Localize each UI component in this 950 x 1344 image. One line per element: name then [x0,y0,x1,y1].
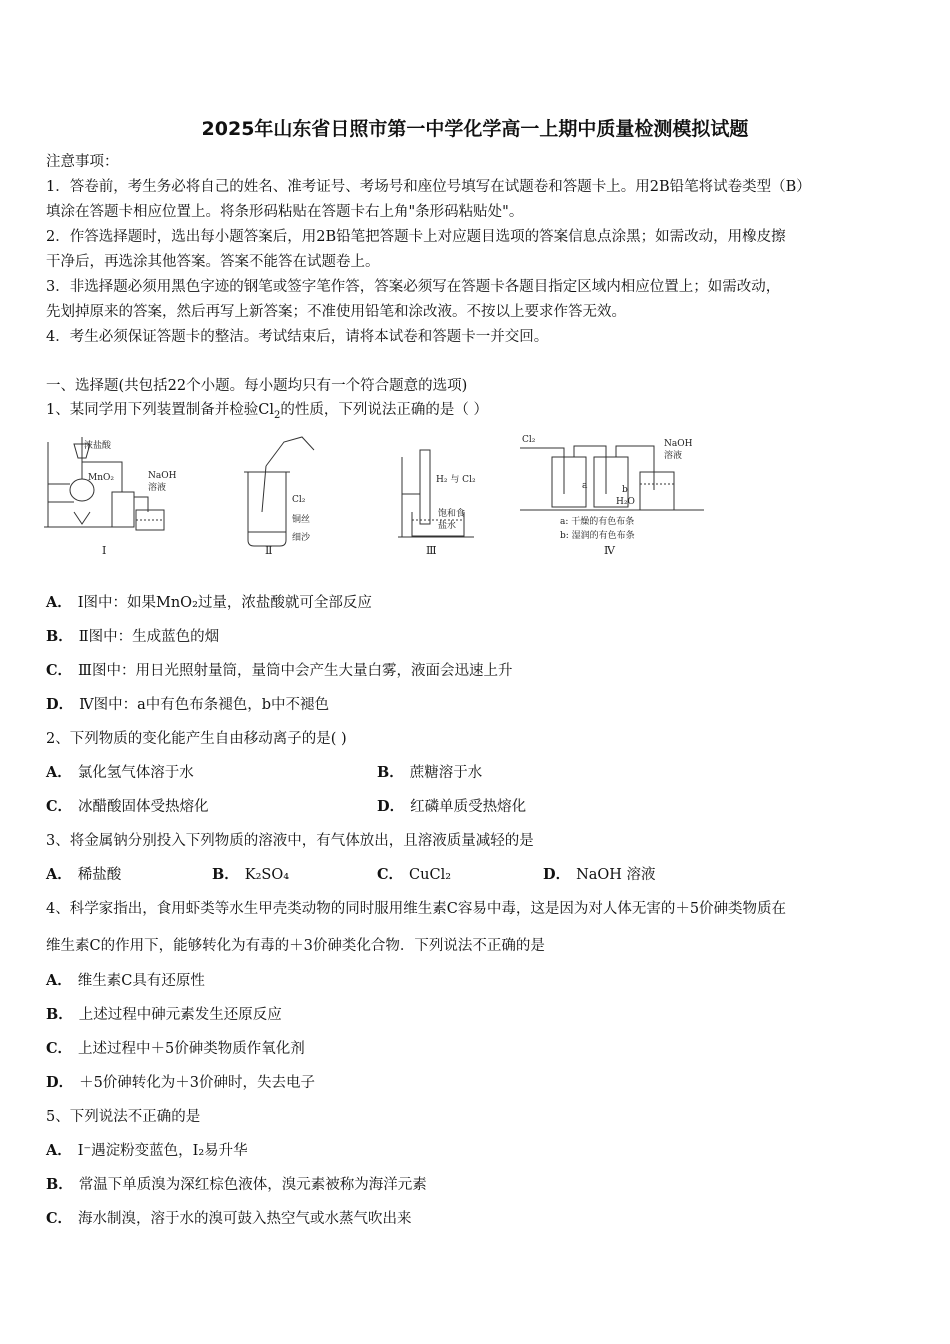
q3-stem: 3、将金属钠分别投入下列物质的溶液中，有气体放出，且溶液质量减轻的是 [46,833,534,849]
q2-option-d: D． 红磷单质受热熔化 [377,798,527,815]
notice-line: 干净后，再选涂其他答案。答案不能答在试题卷上。 [46,254,380,270]
q3-option-b: B． K₂SO₄ [212,866,290,883]
label-dry-strip: a: 干燥的有色布条 [560,517,635,527]
notice-line: 1．答卷前，考生务必将自己的姓名、准考证号、考场号和座位号填写在试题卷和答题卡上。用2B铅笔将试卷类型（B） [46,179,811,195]
q5-stem: 5、下列说法不正确的是 [46,1109,201,1125]
q2-option-c: C． 冰醋酸固体受热熔化 [46,798,209,815]
caption-4: Ⅳ [604,544,615,557]
q1-option-c: C． Ⅲ图中：用日光照射量筒，量筒中会产生大量白雾，液面会迅速上升 [46,662,513,679]
label-saturated: 饱和食 [438,509,466,519]
q2-stem: 2、下列物质的变化能产生自由移动离子的是( ) [46,731,347,747]
label-mno2: MnO₂ [88,473,114,483]
caption-1: Ⅰ [102,544,107,557]
q2-option-b: B． 蔗糖溶于水 [377,764,483,781]
label-a: a [582,481,588,491]
notice-line: 填涂在答题卡相应位置上。将条形码粘贴在答题卡右上角"条形码粘贴处"。 [46,204,524,220]
q1-option-b: B． Ⅱ图中：生成蓝色的烟 [46,628,220,645]
label-copper-wire: 铜丝 [292,515,311,525]
q3-option-c: C． CuCl₂ [377,866,452,883]
q1-option-a: A． Ⅰ图中：如果MnO₂过量，浓盐酸就可全部反应 [46,594,372,611]
apparatus-2 [244,437,314,557]
q4-stem-line2: 维生素C的作用下，能够转化为有毒的＋3价砷类化合物．下列说法不正确的是 [46,938,545,954]
page-title: 2025年山东省日照市第一中学化学高一上期中质量检测模拟试题 [201,118,749,140]
notice-line: 2．作答选择题时，选出每小题答案后，用2B铅笔把答题卡上对应题目选项的答案信息点涂黑；如需改动，用橡皮擦 [46,229,786,245]
apparatus-4 [520,435,704,557]
apparatus-1 [44,437,177,557]
label-h2o: H₂O [616,497,635,507]
notice-heading: 注意事项： [46,154,119,170]
label-b: b [622,485,628,495]
q3-option-a: A． 稀盐酸 [46,866,122,883]
q1-option-d: D． Ⅳ图中：a中有色布条褪色，b中不褪色 [46,696,329,713]
notice-line: 先划掉原来的答案，然后再写上新答案；不准使用铅笔和涂改液。不按以上要求作答无效。 [46,304,626,320]
caption-3: Ⅲ [426,544,437,557]
caption-2: Ⅱ [265,544,273,557]
apparatus-figure [44,432,714,562]
q4-option-b: B． 上述过程中砷元素发生还原反应 [46,1006,282,1023]
q1-stem: 1、某同学用下列装置制备并检验$Cl_2$的性质，下列说法正确的是（ ） [46,402,488,421]
label-naoh-iv: NaOH [664,439,693,449]
label-cl2: Cl₂ [292,495,306,505]
label-h2-cl2: H₂ 与 Cl₂ [436,475,476,485]
label-brine: 盐水 [438,521,457,531]
label-solution-iv: 溶液 [664,451,683,461]
label-naoh: NaOH [148,471,177,481]
q4-option-a: A． 维生素C具有还原性 [46,972,205,989]
q2-option-a: A． 氯化氢气体溶于水 [46,764,194,781]
label-solution: 溶液 [148,483,167,493]
q5-option-a: A． I⁻遇淀粉变蓝色，I₂易升华 [46,1142,248,1159]
label-cl2-iv: Cl₂ [522,435,536,445]
q3-option-d: D． NaOH 溶液 [543,866,656,883]
section-heading: 一、选择题(共包括22个小题。每小题均只有一个符合题意的选项) [46,378,468,394]
q4-option-d: D． ＋5价砷转化为＋3价砷时，失去电子 [46,1074,316,1091]
notice-line: 3．非选择题必须用黑色字迹的钢笔或签字笔作答，答案必须写在答题卡各题目指定区域内相应位置上；如需改动， [46,279,781,295]
label-wet-strip: b: 湿润的有色布条 [560,531,635,541]
q4-option-c: C． 上述过程中＋5价砷类物质作氧化剂 [46,1040,305,1057]
label-conc-hcl: 浓盐酸 [84,441,112,451]
q5-option-c: C． 海水制溴，溶于水的溴可鼓入热空气或水蒸气吹出来 [46,1210,412,1227]
apparatus-3 [398,450,476,557]
q5-option-b: B． 常温下单质溴为深红棕色液体，溴元素被称为海洋元素 [46,1176,427,1193]
notice-line: 4．考生必须保证答题卡的整洁。考试结束后，请将本试卷和答题卡一并交回。 [46,329,549,345]
q4-stem-line1: 4、科学家指出，食用虾类等水生甲壳类动物的同时服用维生素C容易中毒，这是因为对人体无害的＋5价砷类物质在 [46,901,787,917]
label-fine-sand: 细沙 [292,533,311,543]
